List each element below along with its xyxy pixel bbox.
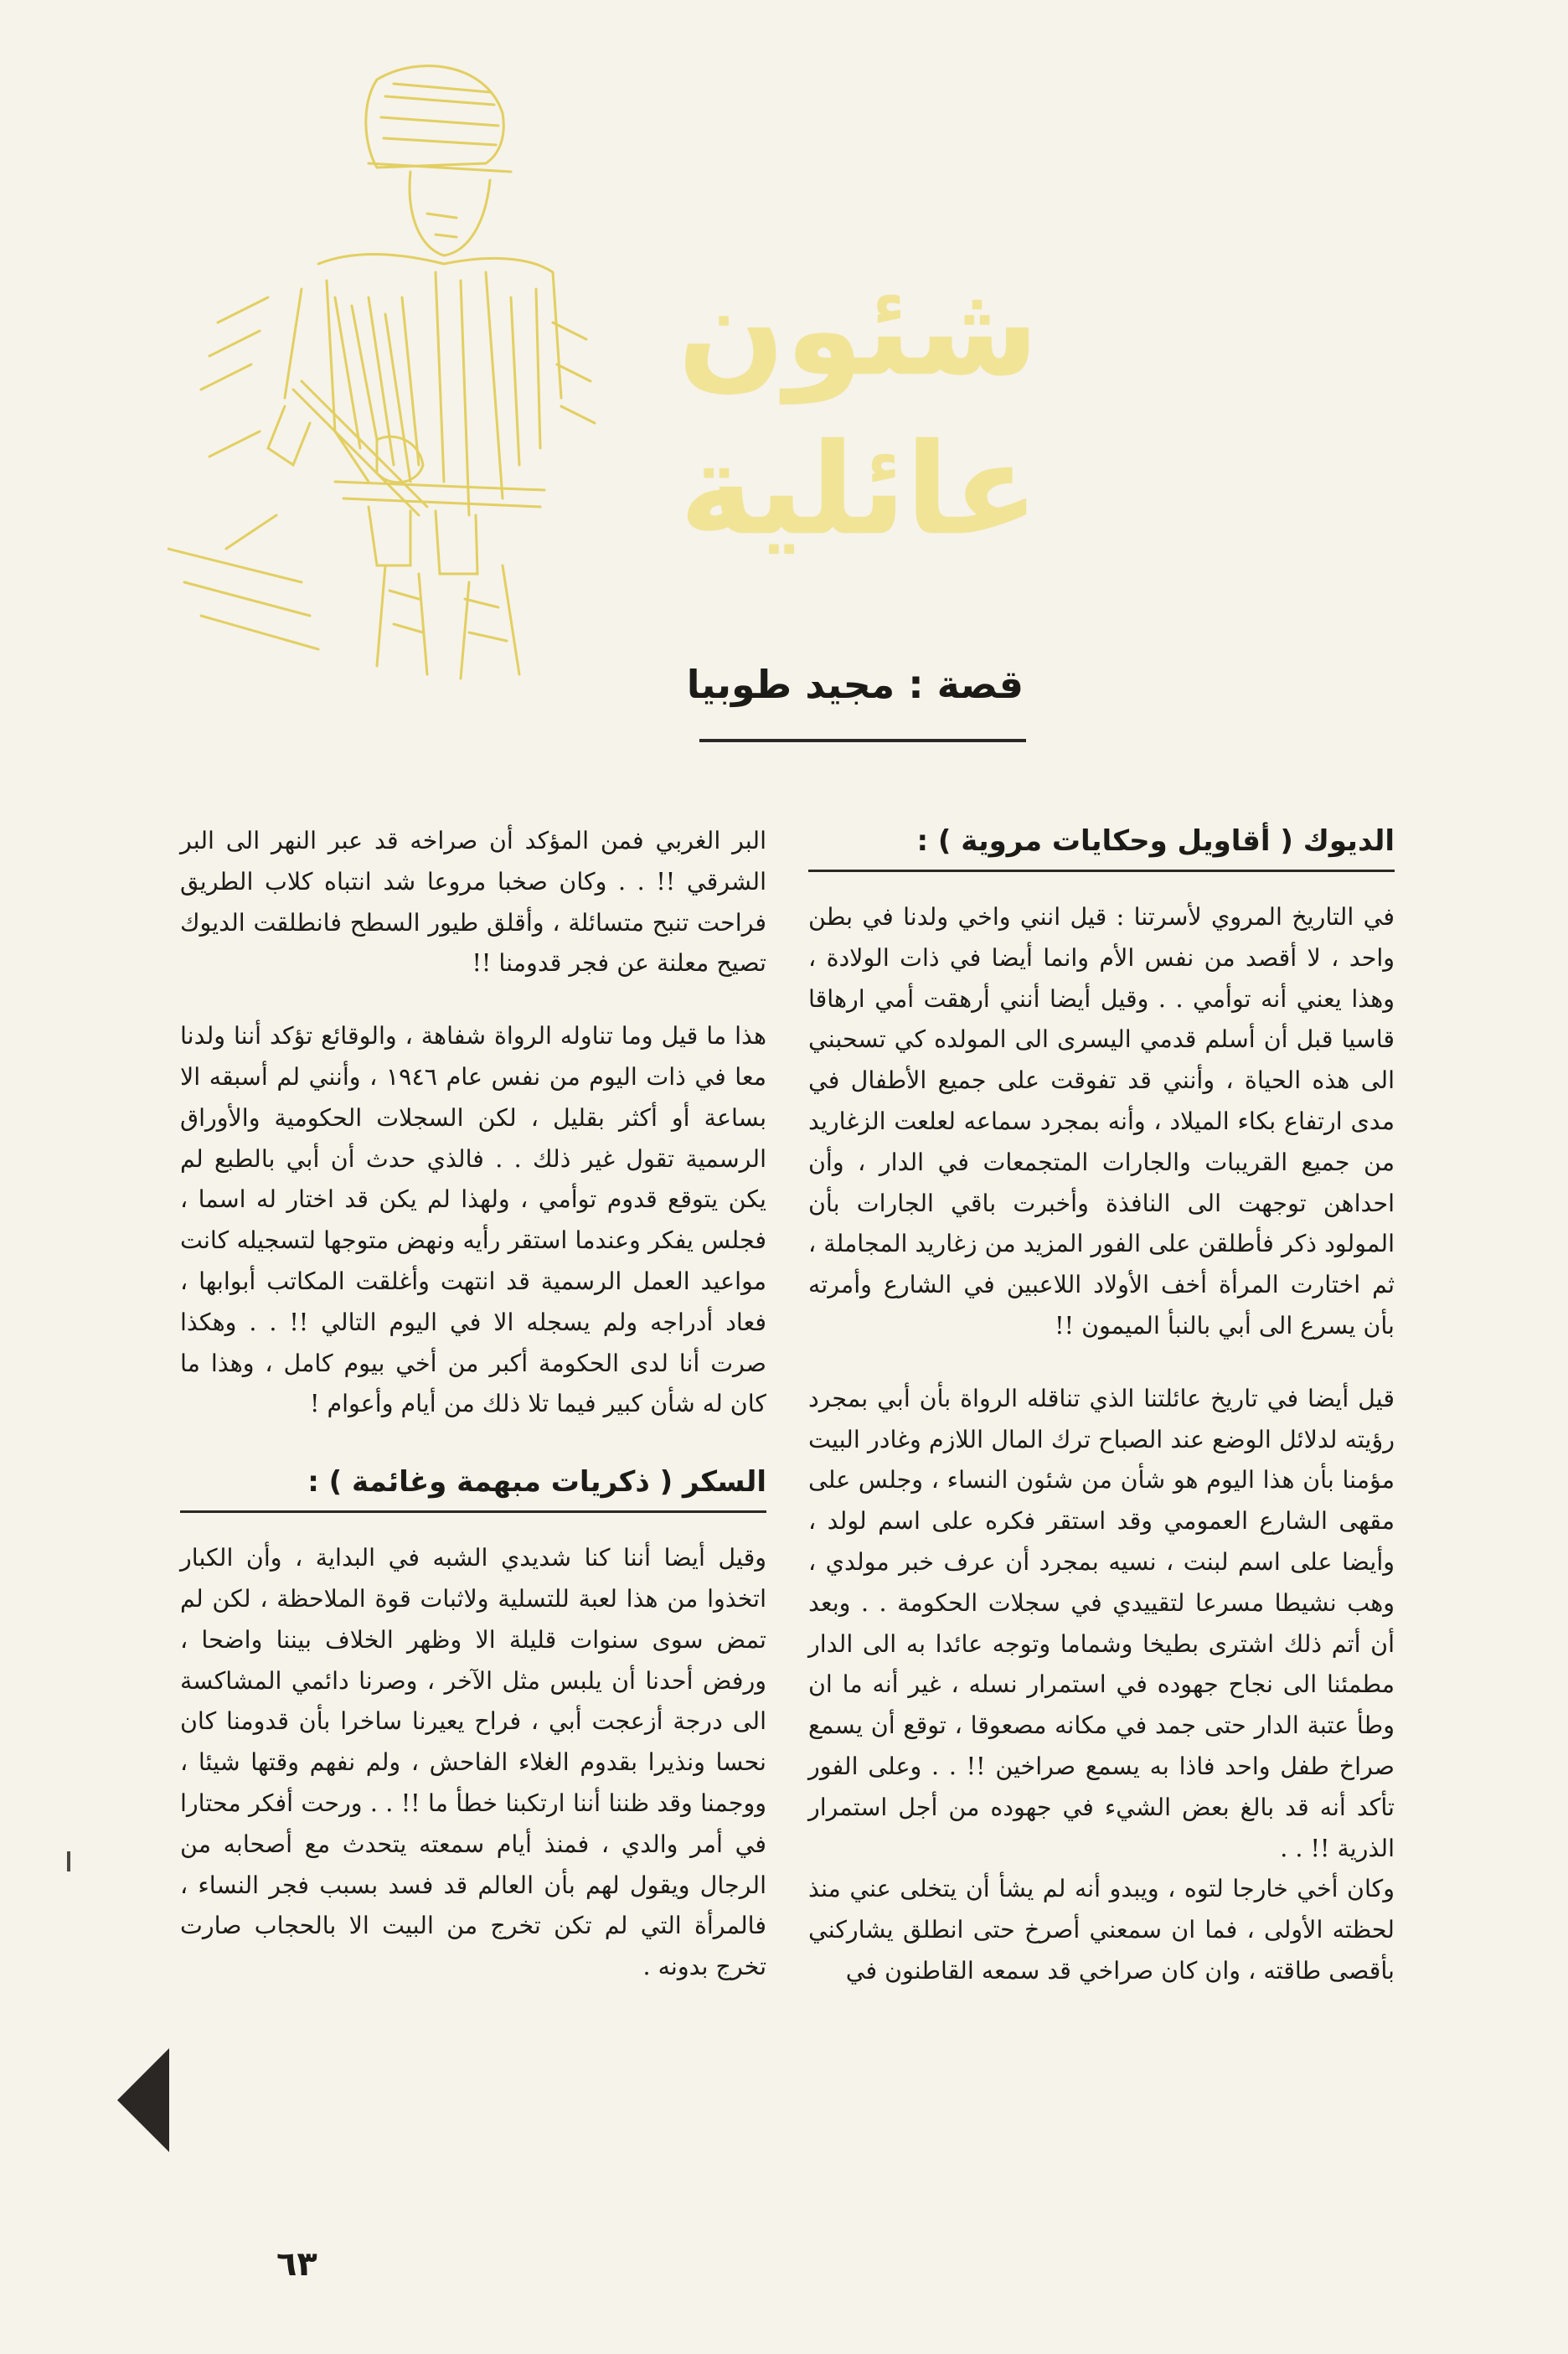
paragraph: هذا ما قيل وما تناوله الرواة شفاهة ، والوقائع تؤكد أننا ولدنا معا في ذات اليوم من نفس عام ١٩٤٦ ، وأنني لم أسبقه الا بساعة أو أكثر بقليل ، لكن السجلات الحكومية والأوراق الرسمية تقول غير ذلك . . فالذي حدث أن أبي بالطبع لم يكن يتوقع قدوم توأمي ، ولهذا لم يكن قد اختار له اسما ، فجلس يفكر وعندما استقر رأيه ونهض متوجها لتسجيله كانت مواعيد العمل الرسمية قد انتهت وأغلقت المكاتب أبوابها ، فعاد أدراجه ولم يسجله الا في اليوم التالي !! . . وهكذا صرت أنا لدى الحكومة أكبر من أخي بيوم كامل ، وهذا ما كان له شأن كبير فيما تلا ذلك من أيام وأعوام ! xyxy=(180,1022,766,1418)
paragraph: البر الغربي فمن المؤكد أن صراخه قد عبر النهر الى البر الشرقي !! . . وكان صخبا مروعا شد انتباه كلاب الطريق فراحت تنبح متسائلة ، وأقلق طيور السطح فانطلقت الديوك تصيح معلنة عن فجر قدومنا !! xyxy=(180,827,766,978)
paragraph: قيل أيضا في تاريخ عائلتنا الذي تناقله الرواة بأن أبي بمجرد رؤيته لدلائل الوضع عند الصباح ترك المال اللازم وغادر البيت مؤمنا بأن هذا اليوم هو شأن من شئون النساء ، وجلس على مقهى الشارع العمومي وقد استقر فكره على اسم لولد ، وأيضا على اسم لبنت ، نسيه بمجرد أن عرف خبر مولدي ، وهب نشيطا مسرعا لتقييدي في سجلات الحكومة . . وبعد أن أتم ذلك اشترى بطيخا وشماما وتوجه عائدا به الى الدار مطمئنا الى نجاح جهوده في استمرار نسله ، غير أنه ما ان وطأ عتبة الدار حتى جمد في مكانه مصعوقا ، توقع أن يسمع صراخ طفل واحد فاذا به يسمع صراخين !! . . وعلى الفور تأكد أنه قد بالغ بعض الشيء في جهوده من أجل استمرار الذرية !! . . xyxy=(808,1384,1395,1862)
column-left xyxy=(180,821,766,2354)
continue-arrow-icon xyxy=(117,2048,169,2152)
section-rule xyxy=(808,870,1395,872)
section-rule xyxy=(180,1510,766,1513)
paragraph: وكان أخي خارجا لتوه ، ويبدو أنه لم يشأ أن يتخلى عني منذ لحظته الأولى ، فما ان سمعني أصرخ حتى انطلق يشاركني بأقصى طاقته ، وان كان صراخي قد سمعه القاطنون في xyxy=(808,1875,1395,1985)
paragraph: وقيل أيضا أننا كنا شديدي الشبه في البداية ، وأن الكبار اتخذوا من هذا لعبة للتسلية ولاثبات قوة الملاحظة ، لكن لم تمض سوى سنوات قليلة الا وظهر الخلاف بيننا واضحا ، ورفض أحدنا أن يلبس مثل الآخر ، وصرنا دائمي المشاكسة الى درجة أزعجت أبي ، فراح يعيرنا ساخرا بأن قدومنا كان نحسا ونذيرا بقدوم الغلاء الفاحش ، ولم نفهم وقتها شيئا ، ووجمنا وقد ظننا أننا ارتكبنا خطأ ما !! . . ورحت أفكر محتارا في أمر والدي ، فمنذ أيام سمعته يتحدث مع أصحابه من الرجال ويقول لهم بأن العالم قد فسد بسبب فجر النساء ، فالمرأة التي لم تكن تخرج من البيت الا بالحجاب صارت تخرج بدونه . xyxy=(180,1544,766,1981)
section-title-roosters: الديوك ( أقاويل وحكايات مروية ) : xyxy=(916,824,1395,858)
ink-mark xyxy=(67,1851,70,1871)
section-title-sugar: السكر ( ذكريات مبهمة وغائمة ) : xyxy=(307,1465,766,1500)
title-line-2: عائلية xyxy=(679,417,1039,563)
byline-underline xyxy=(699,739,1026,742)
page-number: ٦٣ xyxy=(276,2245,317,2284)
story-title xyxy=(678,251,1039,620)
title-line-1: شئون xyxy=(678,258,1039,404)
soldier-sketch-icon xyxy=(168,46,603,683)
paragraph: في التاريخ المروي لأسرتنا : قيل انني واخي ولدنا في بطن واحد ، لا أقصد من نفس الأم وانما أيضا في ذات الولادة ، وهذا يعني أنه توأمي . . وقيل أيضا أنني أرهقت أمي ارهاقا قاسيا قبل أن أسلم قدمي اليسرى الى المولده كي تسحبني الى هذه الحياة ، وأنني قد تفوقت على جميع الأطفال في مدى ارتفاع بكاء الميلاد ، وأنه بمجرد سماعه لعلعت الزغاريد من جميع القريبات والجارات المتجمعات في الدار ، وأن احداهن توجهت الى النافذة وأخبرت باقي الجارات بأن المولود ذكر فأطلقن على الفور المزيد من زغاريد المجاملة ، ثم اختارت المرأة أخف الأولاد اللاعبين في الشارع وأمرته بأن يسرع الى أبي بالنبأ الميمون !! xyxy=(808,903,1395,1340)
author-byline: قصة : مجيد طوبيا xyxy=(686,662,1024,707)
column-right xyxy=(808,821,1395,2354)
